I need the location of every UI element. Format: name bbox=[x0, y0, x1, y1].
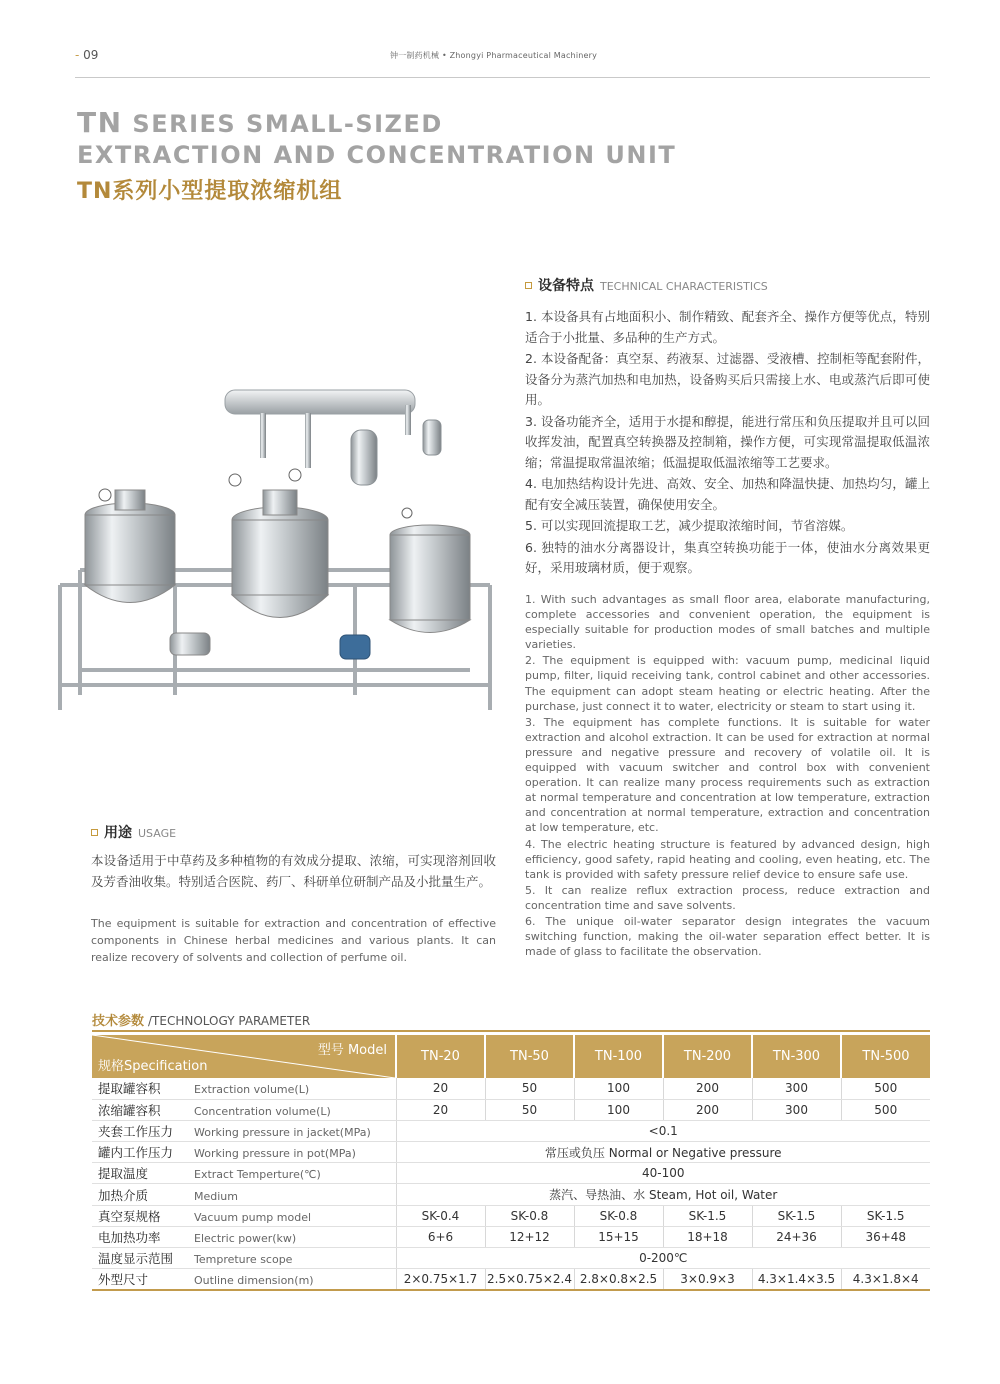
row-label-cn: 真空泵规格 bbox=[98, 1208, 161, 1224]
tech-cn-item: 5. 可以实现回流提取工艺，减少提取浓缩时间，节省溶媒。 bbox=[525, 518, 854, 533]
table-cell-span: 0-200℃ bbox=[396, 1248, 930, 1269]
row-label-en: Working pressure in jacket(MPa) bbox=[194, 1125, 371, 1139]
row-label-en: Vacuum pump model bbox=[194, 1210, 312, 1224]
table-cell: 12+12 bbox=[485, 1226, 574, 1247]
usage-heading-en: USAGE bbox=[138, 827, 177, 840]
model-header: TN-300 bbox=[752, 1035, 841, 1078]
title-en-series: SERIES SMALL-SIZED bbox=[132, 110, 443, 138]
table-cell: 300 bbox=[752, 1078, 841, 1099]
row-label-cn: 罐内工作压力 bbox=[98, 1145, 174, 1161]
table-cell: 100 bbox=[574, 1099, 663, 1120]
param-divider bbox=[92, 1030, 930, 1032]
table-cell: 100 bbox=[574, 1078, 663, 1099]
tech-cn-item: 1. 本设备具有占地面积小、制作精致、配套齐全、操作方便等优点，特别适合于小批量、多品种的生产方式。 bbox=[525, 309, 930, 345]
row-label-en: Concentration volume(L) bbox=[194, 1104, 331, 1118]
table-cell: SK-1.5 bbox=[752, 1205, 841, 1226]
row-label bbox=[92, 1142, 396, 1163]
row-label-en: Working pressure in pot(MPa) bbox=[194, 1147, 356, 1161]
tech-en-item: 5. It can realize reflux extraction process, reduce extraction and concentration time and save solvents. bbox=[525, 883, 930, 912]
table-cell: 3×0.9×3 bbox=[663, 1269, 752, 1290]
table-cell: 24+36 bbox=[752, 1226, 841, 1247]
model-header: TN-100 bbox=[574, 1035, 663, 1078]
spec-table bbox=[92, 1035, 930, 1291]
title-en-line2: EXTRACTION AND CONCENTRATION UNIT bbox=[77, 141, 677, 169]
page-header bbox=[75, 46, 930, 78]
tech-en-item: 1. With such advantages as small floor area, elaborate manufacturing, complete accessories and convenient operation, the equipment is especially suitable for production modes of small batches and multiple varieties. bbox=[525, 593, 930, 652]
param-heading-en: /TECHNOLOGY PARAMETER bbox=[148, 1014, 311, 1028]
table-cell-span: 40-100 bbox=[396, 1163, 930, 1184]
tech-en-item: 3. The equipment has complete functions. It is suitable for water extraction and alcohol extraction. It can be used for extraction at normal pressure and negative pressure and recovery of volatile oil. It is equipped with vacuum switcher and control box with convenient operation. It can realize many process requirements such as extraction at normal temperature and concentration at low temperature, extraction and concentration at normal temperature, extraction and concentration at low temperature, etc. bbox=[525, 715, 930, 835]
tech-heading-cn: 设备特点 bbox=[538, 278, 594, 294]
row-label bbox=[92, 1226, 396, 1247]
table-cell: 20 bbox=[396, 1099, 485, 1120]
model-header: TN-200 bbox=[663, 1035, 752, 1078]
table-cell: SK-0.8 bbox=[574, 1205, 663, 1226]
tech-en-item: 4. The electric heating structure is featured by advanced design, high efficiency, good safety, rapid heating and cooling, even heating, etc. The tank is provided with safety pressure relief device to ensure safe use. bbox=[525, 837, 930, 881]
table-cell: 4.3×1.4×3.5 bbox=[752, 1269, 841, 1290]
row-label-cn: 温度显示范围 bbox=[98, 1251, 174, 1267]
table-cell: SK-1.5 bbox=[663, 1205, 752, 1226]
table-cell: 2.8×0.8×2.5 bbox=[574, 1269, 663, 1290]
row-label-cn: 外型尺寸 bbox=[98, 1272, 149, 1288]
table-cell: 36+48 bbox=[841, 1226, 930, 1247]
row-label bbox=[92, 1078, 396, 1099]
table-row bbox=[92, 1099, 930, 1120]
row-label-cn: 提取温度 bbox=[98, 1166, 149, 1182]
table-cell: 200 bbox=[663, 1099, 752, 1120]
page-number: - 09 bbox=[75, 48, 99, 62]
extraction-unit-illustration bbox=[55, 385, 495, 715]
table-cell: 2×0.75×1.7 bbox=[396, 1269, 485, 1290]
table-cell-span: <0.1 bbox=[396, 1120, 930, 1141]
usage-text-en: The equipment is suitable for extraction and concentration of effective components in Chinese herbal medicines and various plants. It can realize recovery of solvents and collection of perfume oil. bbox=[91, 917, 496, 964]
table-cell: 15+15 bbox=[574, 1226, 663, 1247]
row-label bbox=[92, 1120, 396, 1141]
param-heading-cn: 技术参数 bbox=[92, 1014, 145, 1029]
tech-cn-item: 4. 电加热结构设计先进、高效、安全、加热和降温快捷、加热均匀，罐上配有安全减压装置，确保使用安全。 bbox=[525, 476, 930, 512]
table-cell: 500 bbox=[841, 1078, 930, 1099]
table-row bbox=[92, 1226, 930, 1247]
table-cell: 50 bbox=[485, 1099, 574, 1120]
model-header: TN-50 bbox=[485, 1035, 574, 1078]
model-header: TN-500 bbox=[841, 1035, 930, 1078]
table-row bbox=[92, 1078, 930, 1099]
corner-model-label: 型号 Model bbox=[317, 1043, 387, 1058]
table-cell: SK-0.4 bbox=[396, 1205, 485, 1226]
table-cell: 300 bbox=[752, 1099, 841, 1120]
title-en-line1 bbox=[77, 106, 443, 139]
title-cn: TN系列小型提取浓缩机组 bbox=[77, 179, 343, 204]
row-label-cn: 电加热功率 bbox=[98, 1229, 161, 1245]
row-label bbox=[92, 1184, 396, 1205]
table-cell-span: 常压或负压 Normal or Negative pressure bbox=[396, 1142, 930, 1163]
table-cell: 50 bbox=[485, 1078, 574, 1099]
square-bullet-icon bbox=[525, 282, 532, 289]
table-cell: SK-0.8 bbox=[485, 1205, 574, 1226]
tech-list-cn bbox=[525, 307, 930, 580]
tech-en-item: 6. The unique oil-water separator design integrates the vacuum switching function, making the oil-water separation effect better. It is made of glass to facilitate the observation. bbox=[525, 914, 930, 959]
table-row bbox=[92, 1248, 930, 1269]
row-label-en: Extract Temperture(℃) bbox=[194, 1168, 321, 1182]
row-label bbox=[92, 1248, 396, 1269]
row-label-en: Tempreture scope bbox=[194, 1253, 293, 1267]
table-cell: 2.5×0.75×2.4 bbox=[485, 1269, 574, 1290]
row-label bbox=[92, 1269, 396, 1290]
tech-en-item: 2. The equipment is equipped with: vacuum pump, medicinal liquid pump, filter, liquid receiving tank, control cabinet and other accessories. The equipment can adopt steam heating or electric heating. After the purchase, just connect it to water, electricity or steam to start using it. bbox=[525, 654, 930, 713]
tech-list-en bbox=[525, 592, 930, 960]
row-label bbox=[92, 1205, 396, 1226]
row-label-en: Medium bbox=[194, 1189, 238, 1203]
usage-text-cn: 本设备适用于中草药及多种植物的有效成分提取、浓缩，可实现溶剂回收及芳香油收集。特别适合医院、药厂、科研单位研制产品及小批量生产。 bbox=[91, 853, 496, 889]
corner-spec-label: 规格Specification bbox=[98, 1059, 208, 1074]
row-label-en: Outline dimension(m) bbox=[194, 1274, 314, 1288]
header-title: 钟一制药机械 • Zhongyi Pharmaceutical Machinery bbox=[390, 51, 598, 60]
tech-cn-item: 3. 设备功能齐全，适用于水提和醇提，能进行常压和负压提取并且可以回收挥发油，配置真空转换器及控制箱，操作方便，可实现常温提取低温浓缩；常温提取常温浓缩；低温提取低温浓缩等工艺要求。 bbox=[525, 413, 930, 470]
usage-heading bbox=[91, 822, 176, 842]
tech-heading-en: TECHNICAL CHARACTERISTICS bbox=[600, 280, 768, 293]
row-label bbox=[92, 1099, 396, 1120]
row-label-cn: 提取罐容积 bbox=[98, 1081, 161, 1097]
model-header: TN-20 bbox=[396, 1035, 485, 1078]
tech-cn-item: 6. 独特的油水分离器设计，集真空转换功能于一体，使油水分离效果更好，采用玻璃材质，便于观察。 bbox=[525, 539, 930, 575]
row-label-en: Extraction volume(L) bbox=[194, 1083, 310, 1097]
table-cell: 18+18 bbox=[663, 1226, 752, 1247]
table-cell: 200 bbox=[663, 1078, 752, 1099]
table-cell: 500 bbox=[841, 1099, 930, 1120]
table-row bbox=[92, 1142, 930, 1163]
table-cell-span: 蒸汽、导热油、水 Steam, Hot oil, Water bbox=[396, 1184, 930, 1205]
table-row bbox=[92, 1163, 930, 1184]
spec-corner-cell bbox=[92, 1035, 396, 1078]
table-cell: 4.3×1.8×4 bbox=[841, 1269, 930, 1290]
row-label-cn: 加热介质 bbox=[98, 1187, 149, 1203]
table-cell: 20 bbox=[396, 1078, 485, 1099]
table-row bbox=[92, 1184, 930, 1205]
tech-cn-item: 2. 本设备配备：真空泵、药液泵、过滤器、受液槽、控制柜等配套附件，设备分为蒸汽加热和电加热，设备购买后只需接上水、电或蒸汽后即可使用。 bbox=[525, 351, 930, 407]
table-cell: SK-1.5 bbox=[841, 1205, 930, 1226]
row-label-en: Electric power(kw) bbox=[194, 1231, 297, 1245]
square-bullet-icon bbox=[91, 829, 98, 836]
param-heading bbox=[92, 1010, 310, 1029]
row-label bbox=[92, 1163, 396, 1184]
spec-header-row bbox=[92, 1035, 930, 1078]
row-label-cn: 浓缩罐容积 bbox=[98, 1102, 161, 1118]
title-en-tn: TN bbox=[77, 106, 123, 139]
table-row bbox=[92, 1269, 930, 1290]
table-cell: 6+6 bbox=[396, 1226, 485, 1247]
usage-heading-cn: 用途 bbox=[104, 825, 132, 841]
row-label-cn: 夹套工作压力 bbox=[98, 1123, 174, 1139]
table-row bbox=[92, 1205, 930, 1226]
tech-heading bbox=[525, 275, 768, 295]
table-row bbox=[92, 1120, 930, 1141]
